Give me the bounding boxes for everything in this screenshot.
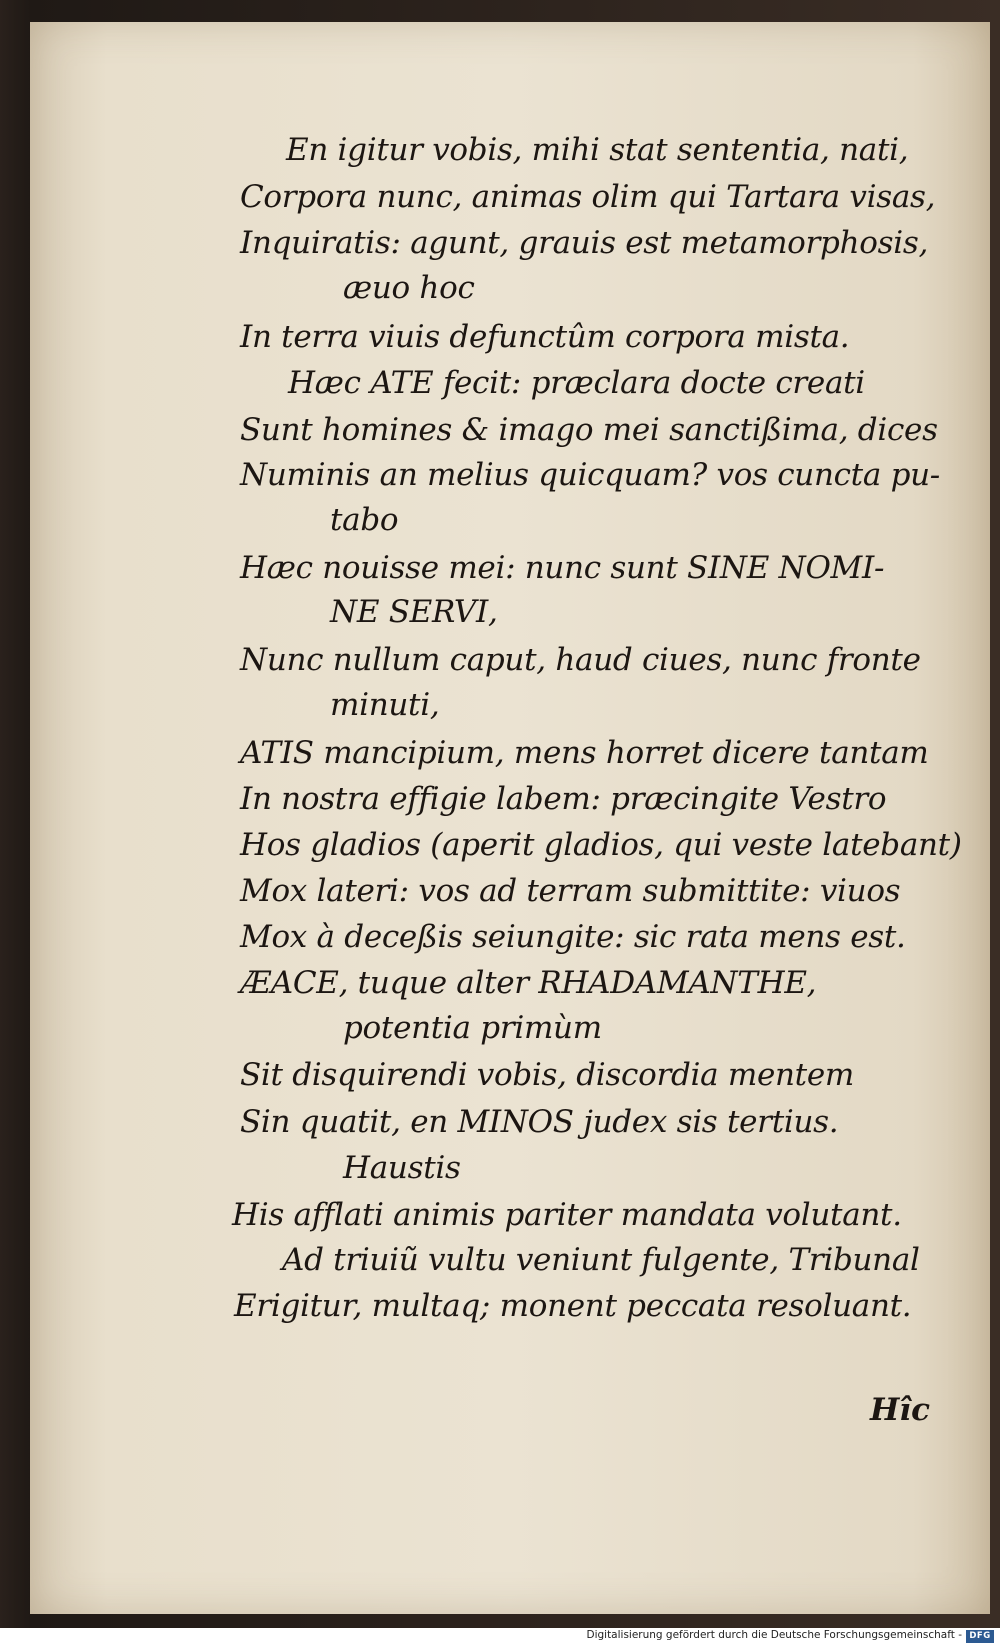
poem-line: Hos gladios (aperit gladios, qui veste latebant) [240,827,962,863]
poem-line: Inquiratis: agunt, grauis est metamorphosis, [240,225,929,261]
dfg-logo-icon: DFG [966,1630,994,1643]
poem-line: Mox à deceßis seiungite: sic rata mens est. [240,919,906,955]
poem-line: potentia primùm [343,1010,602,1046]
poem-line: Nunc nullum caput, haud ciues, nunc fronte [240,642,921,678]
poem-line: ÆACE, tuque alter RHADAMANTHE, [240,965,817,1001]
poem-line: Corpora nunc, animas olim qui Tartara visas, [240,179,936,215]
poem-line: Sit disquirendi vobis, discordia mentem [240,1057,854,1093]
poem-line: Sin quatit, en MINOS judex sis tertius. [240,1104,839,1140]
digitization-footer [0,1628,1000,1645]
poem-line: Hæc ATE fecit: præclara docte creati [288,365,865,401]
poem-line: minuti, [330,687,440,723]
poem-line: æuo hoc [343,270,475,306]
poem-line: ATIS mancipium, mens horret dicere tantam [240,735,929,771]
poem-line: Hæc nouisse mei: nunc sunt SINE NOMI- [240,550,885,586]
poem-line: Sunt homines & imago mei sanctißima, dices [240,412,938,448]
poem-line: En igitur vobis, mihi stat sententia, nati, [286,132,909,168]
poem-line: In terra viuis defunctûm corpora mista. [240,319,850,355]
poem-line: Erigitur, multaq; monent peccata resoluant. [234,1288,912,1324]
poem-line: Mox lateri: vos ad terram submittite: viuos [240,873,901,909]
poem-line: Numinis an melius quicquam? vos cuncta pu- [240,457,940,493]
poem-line: Ad triuiũ vultu veniunt fulgente, Tribunal [282,1242,920,1278]
poem-line: tabo [330,502,399,538]
poem-line: Haustis [343,1150,461,1186]
footer-credit: Digitalisierung gefördert durch die Deutsche Forschungsgemeinschaft - [586,1629,962,1641]
poem-line: NE SERVI, [330,594,498,630]
poem-line: In nostra effigie labem: præcingite Vestro [240,781,887,817]
catchword: Hîc [870,1392,930,1428]
poem-line: His afflati animis pariter mandata volutant. [232,1197,902,1233]
